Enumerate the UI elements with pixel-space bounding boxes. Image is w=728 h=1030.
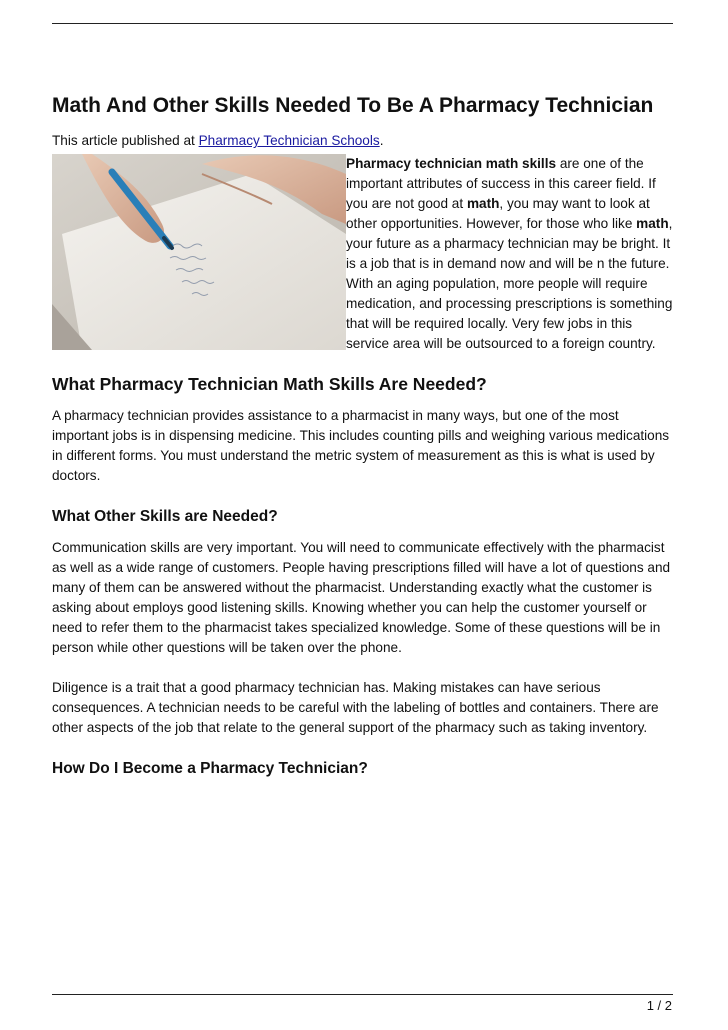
intro-math-2: math [636, 216, 669, 231]
footer-rule [52, 994, 673, 995]
intro-text-1: are one of the important attributes of success in this career field. If you are not good at [346, 156, 656, 211]
intro-text-3: , your future as a pharmacy technician may be bright. It is a job that is in demand now and will be n the future. With an aging population, more people will require medication, and processing prescriptions is something that will be required locally. Very few jobs in this service area will be outsourced to a foreign country. [346, 216, 673, 351]
section-heading-become-technician: How Do I Become a Pharmacy Technician? [52, 760, 368, 777]
intro-bold-phrase: Pharmacy technician math skills [346, 156, 557, 171]
byline [52, 132, 676, 150]
byline-suffix: . [379, 133, 384, 148]
photo-hand-writing-math-icon [52, 154, 346, 350]
page-number: 1 / 2 [646, 998, 672, 1013]
section-heading-math-skills: What Pharmacy Technician Math Skills Are Needed? [52, 374, 487, 394]
source-link[interactable]: Pharmacy Technician Schools [198, 133, 380, 148]
section-paragraph-diligence: Diligence is a trait that a good pharmacy technician has. Making mistakes can have serious consequences. A technician needs to be careful with the labeling of bottles and containers. There are other aspects of the job that relate to the general support of the pharmacy such as taking inventory. [52, 680, 659, 735]
header-rule [52, 23, 673, 24]
section-paragraph-math-skills: A pharmacy technician provides assistance to a pharmacist in many ways, but one of the most important jobs is in dispensing medicine. This includes counting pills and weighing various medications in different forms. You must understand the metric system of measurement as this is what is used by doctors. [52, 408, 670, 483]
intro-math-1: math [466, 196, 500, 211]
intro-paragraph [52, 154, 676, 354]
byline-prefix: This article published at [52, 133, 199, 148]
article [52, 93, 676, 780]
article-title: Math And Other Skills Needed To Be A Pharmacy Technician [52, 94, 654, 117]
section-paragraph-communication: Communication skills are very important. You will need to communicate effectively with the pharmacist as well as a wide range of customers. People having prescriptions filled will have a lot of questions and many of them can be answered without the pharmacist. Understanding exactly what the customer is asking about employs good listening skills. Knowing whether you can help the customer yourself or need to refer them to the pharmacist takes specialized knowledge. Some of these questions will be in person while other questions will be taken over the phone. [52, 540, 671, 655]
section-heading-other-skills: What Other Skills are Needed? [52, 508, 278, 525]
intro-text-2: , you may want to look at other opportunities. However, for those who like [346, 196, 650, 231]
